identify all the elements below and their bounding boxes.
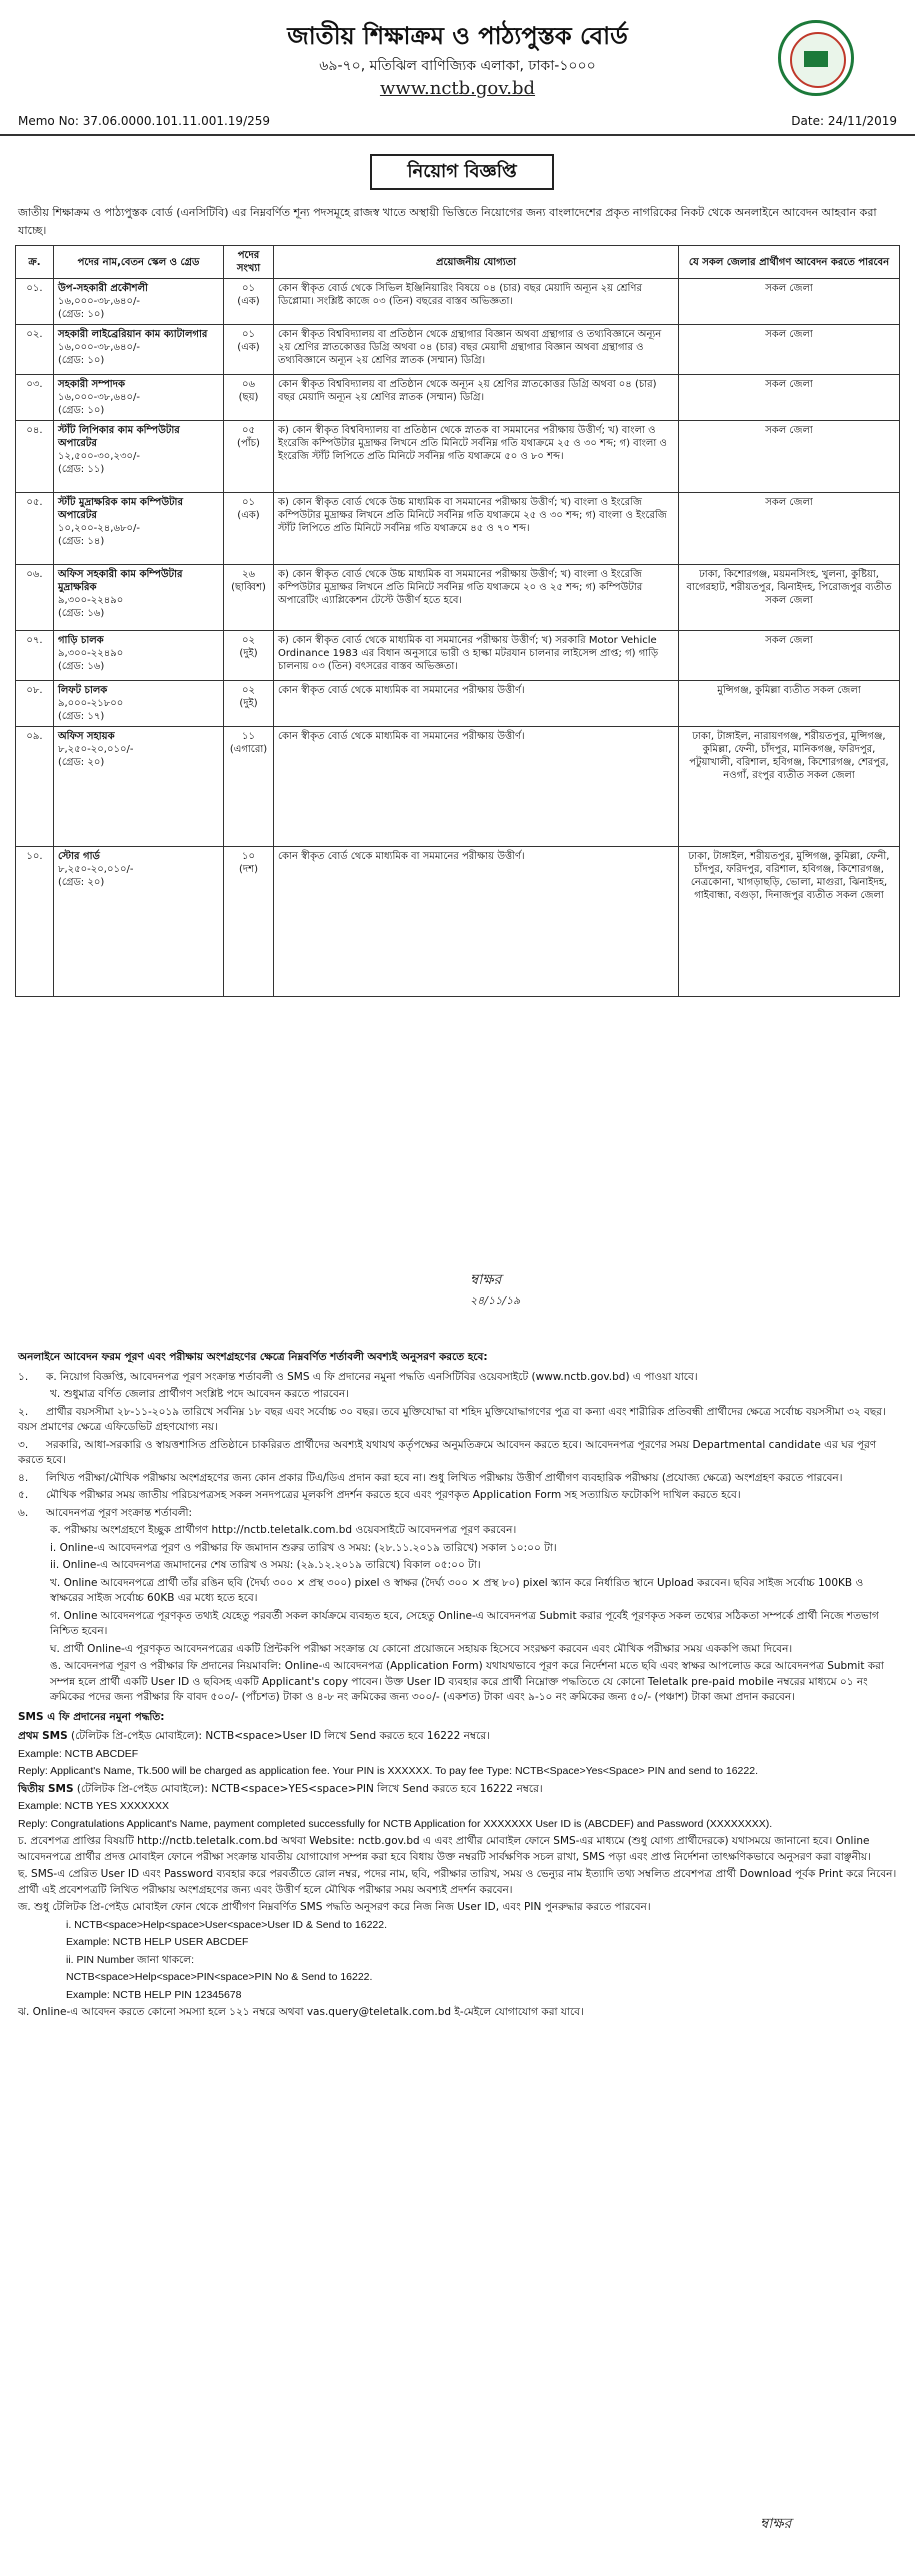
row-count	[224, 727, 274, 847]
row-serial: ০৩.	[16, 375, 54, 421]
row-districts: সকল জেলা	[679, 279, 900, 325]
post-count: ০১	[242, 329, 255, 340]
condition-item	[18, 1506, 898, 1522]
post-count-word: (দুই)	[239, 648, 258, 659]
row-post	[54, 421, 224, 493]
post-name: অফিস সহকারী কাম কম্পিউটার মুদ্রাক্ষরিক	[58, 569, 183, 593]
table-row	[16, 681, 900, 727]
post-count: ০২	[241, 635, 255, 646]
condition-number: ৩.	[18, 1438, 29, 1451]
org-name: জাতীয় শিক্ষাক্রম ও পাঠ্যপুস্তক বোর্ড	[287, 22, 628, 50]
col-header-post: পদের নাম,বেতন স্কেল ও গ্রেড	[54, 246, 224, 279]
condition-text: ii. Online-এ আবেদনপত্র জমাদানের শেষ তারিখ ও সময়: (২৯.১২.২০১৯ তারিখে) বিকাল ০৫:০০ টা।	[50, 1559, 481, 1571]
pay-grade: (গ্রেড: ১৭)	[58, 711, 105, 722]
table-row	[16, 325, 900, 375]
condition-text: ঘ. প্রার্থী Online-এ পূরণকৃত আবেদনপত্রের একটি প্রিন্টকপি পরীক্ষা সংক্রান্ত যে কোনো প্রয়োজনে সহায়ক হিসেবে সংরক্ষণ করবেন এবং মৌখিক পরীক্ষার সময় এককপি জমা দিবেন।	[50, 1642, 793, 1655]
table-row	[16, 279, 900, 325]
post-name: গাড়ি চালক	[58, 635, 104, 646]
row-districts: সকল জেলা	[679, 421, 900, 493]
condition-text: খ. Online আবেদনপত্রে প্রার্থী তাঁর রঙিন ছবি (দৈর্ঘ্য ৩০০ × প্রস্থ ৩০০) pixel ও স্বাক্ষর (দৈর্ঘ্য ৩০০ × প্রস্থ ৮০) pixel স্ক্যান করে নির্ধারিত স্থানে Upload করবেন। ছবির সাইজ সর্বোচ্চ 100KB ও স্বাক্ষরের সাইজ সর্বোচ্চ 60KB এর মধ্যে হতে হবে।	[50, 1576, 864, 1604]
condition-tail-item: ii. PIN Number জানা থাকলে:	[66, 1953, 195, 1966]
conditions-heading: অনলাইনে আবেদন ফরম পূরণ এবং পরীক্ষায় অংশগ্রহণের ক্ষেত্রে নিম্নবর্ণিত শর্তাবলী অবশ্যই অনুসরণ করতে হবে:	[18, 1351, 488, 1363]
sms2-reply: Reply: Congratulations Applicant's Name, payment completed successfully for NCTB Application for XXXXXXX User ID is (ABCDEF) and Password (XXXXXXXX).	[18, 1817, 773, 1830]
post-name: সহকারী লাইব্রেরিয়ান কাম ক্যাটালগার	[58, 329, 208, 340]
post-count-word: (ছয়)	[238, 392, 259, 403]
post-name: লিফট চালক	[58, 685, 108, 696]
row-count	[224, 631, 274, 681]
notice-intro: জাতীয় শিক্ষাক্রম ও পাঠ্যপুস্তক বোর্ড (এনসিটিবি) এর নিম্নবর্ণিত শূন্য পদসমূহে রাজস্ব খাতে অস্থায়ী ভিত্তিতে নিয়োগের জন্য বাংলাদেশের প্রকৃত নাগরিকের নিকট থেকে অনলাইনে আবেদন আহবান করা যাচ্ছে।	[18, 206, 877, 237]
post-count: ২৬	[241, 569, 255, 580]
conditions-section	[18, 1350, 898, 2023]
row-districts: সকল জেলা	[679, 375, 900, 421]
post-count: ০১	[242, 283, 255, 294]
row-districts: সকল জেলা	[679, 493, 900, 565]
letterhead	[0, 0, 915, 150]
row-qualification: কোন স্বীকৃত বোর্ড থেকে মাধ্যমিক বা সমমানের পরীক্ষায় উত্তীর্ণ।	[274, 681, 679, 727]
pay-scale: ৯,৩০০-২২৪৯০	[58, 595, 124, 606]
row-serial: ০৪.	[16, 421, 54, 493]
row-count	[224, 681, 274, 727]
row-districts: সকল জেলা	[679, 631, 900, 681]
row-post	[54, 631, 224, 681]
post-count-word: (পাঁচ)	[237, 438, 260, 449]
condition-number: ৬.	[18, 1506, 29, 1519]
header-divider	[0, 134, 915, 136]
post-count-word: (ছাব্বিশ)	[231, 582, 266, 593]
row-count	[224, 421, 274, 493]
post-count: ১১	[242, 731, 255, 742]
table-row	[16, 493, 900, 565]
row-qualification: ক) কোন স্বীকৃত বোর্ড থেকে উচ্চ মাধ্যমিক বা সমমানের পরীক্ষায় উত্তীর্ণ; খ) বাংলা ও ইংরেজি কম্পিউটার মুদ্রাক্ষর লিখনে প্রতি মিনিটে সর্বনিম্ন গতি যথাক্রমে ২০ ও ২৫ শব্দ; গ) কম্পিউটার অপারেটিং এ্যাপ্লিকেশন টেস্টে উত্তীর্ণ হতে হবে।	[274, 565, 679, 631]
row-post	[54, 681, 224, 727]
conditions-list	[18, 1370, 898, 1706]
sms1-reply: Reply: Applicant's Name, Tk.500 will be charged as application fee. Your PIN is XXXXXX. To pay fee Type: NCTB<Space>Yes<Space> PIN and send to 16222.	[18, 1765, 758, 1777]
sms1-example: Example: NCTB ABCDEF	[18, 1747, 139, 1760]
pay-scale: ১৬,০০০-৩৮,৬৪০/-	[58, 392, 140, 403]
post-name: উপ-সহকারী প্রকৌশলী	[58, 283, 148, 294]
post-count: ০১	[242, 497, 255, 508]
post-count: ০৫	[242, 425, 255, 436]
row-qualification: কোন স্বীকৃত বোর্ড থেকে মাধ্যমিক বা সমমানের পরীক্ষায় উত্তীর্ণ।	[274, 727, 679, 847]
pay-scale: ১০,২০০-২৪,৬৮০/-	[58, 523, 140, 534]
table-row	[16, 727, 900, 847]
pay-grade: (গ্রেড: ১০)	[58, 355, 105, 366]
post-count: ০২	[241, 685, 255, 696]
table-row	[16, 847, 900, 997]
notice-date: Date: 24/11/2019	[791, 114, 897, 128]
memo-number: Memo No: 37.06.0000.101.11.001.19/259	[18, 114, 271, 128]
pay-grade: (গ্রেড: ১০)	[58, 309, 105, 320]
table-row	[16, 421, 900, 493]
condition-item	[18, 1438, 898, 1469]
condition-text: ক. পরীক্ষায় অংশগ্রহণে ইচ্ছুক প্রার্থীগণ http://nctb.teletalk.com.bd ওয়েবসাইটে আবেদনপত্র পূরণ করবেন।	[50, 1524, 517, 1536]
pay-scale: ৮,২৫০-২০,০১০/-	[58, 744, 134, 755]
row-serial: ০৭.	[16, 631, 54, 681]
pay-grade: (গ্রেড: ১৬)	[58, 661, 105, 672]
row-serial: ০৫.	[16, 493, 54, 565]
condition-tail-item: NCTB<space>Help<space>PIN<space>PIN No & Send to 16222.	[66, 1971, 373, 1983]
col-header-qualification: প্রয়োজনীয় যোগ্যতা	[274, 246, 679, 279]
post-count: ১০	[242, 851, 255, 862]
row-serial: ১০.	[16, 847, 54, 997]
row-serial: ০৯.	[16, 727, 54, 847]
pay-grade: (গ্রেড: ২০)	[58, 877, 105, 888]
condition-number: ১.	[18, 1370, 29, 1383]
condition-item	[18, 1541, 898, 1557]
condition-number: ৫.	[18, 1489, 29, 1501]
post-name: সহকারী সম্পাদক	[58, 379, 125, 390]
row-count	[224, 847, 274, 997]
condition-text: i. Online-এ আবেদনপত্র পূরণ ও পরীক্ষার ফি জমাদান শুরুর তারিখ ও সময়: (২৮.১১.২০১৯ তারিখে) সকাল ১০:০০ টা।	[50, 1541, 557, 1554]
condition-text: প্রার্থীর বয়সসীমা ২৮-১১-২০১৯ তারিখে সর্বনিম্ন ১৮ বছর এবং সর্বোচ্চ ৩০ বছর। তবে মুক্তিযোদ্ধা বা শহিদ মুক্তিযোদ্ধাগণের পুত্র বা কন্যা এবং শারীরিক প্রতিবন্ধী প্রার্থীদের ক্ষেত্রে সর্বোচ্চ বয়সসীমা ৩২ বছর। বয়স প্রমাণের ক্ষেত্রে এফিডেভিট গ্রহণযোগ্য নয়।	[18, 1405, 886, 1433]
col-header-count: পদের সংখ্যা	[224, 246, 274, 279]
post-count: ০৬	[241, 379, 255, 390]
pay-scale: ৯,০০০-২১৮০০	[58, 698, 124, 709]
condition-tail-item: i. NCTB<space>Help<space>User<space>User ID & Send to 16222.	[66, 1918, 388, 1931]
condition-item	[18, 1523, 898, 1539]
pay-scale: ১৬,০০০-৩৮,৬৪০/-	[58, 342, 140, 353]
condition-text: ক. নিয়োগ বিজ্ঞপ্তি, আবেদনপত্র পূরণ সংক্রান্ত শর্তাবলী ও SMS এ ফি প্রদানের নমুনা পদ্ধতি এনসিটিবির ওয়েবসাইটে (www.nctb.gov.bd) এ পাওয়া যাবে।	[46, 1370, 698, 1383]
sms-heading: SMS এ ফি প্রদানের নমুনা পদ্ধতি:	[18, 1710, 165, 1723]
row-count	[224, 279, 274, 325]
condition-item	[18, 1488, 898, 1504]
condition-item	[18, 1642, 898, 1658]
post-name: স্টোর গার্ড	[58, 851, 100, 862]
row-districts: সকল জেলা	[679, 325, 900, 375]
pay-scale: ৯,৩০০-২২৪৯০	[58, 648, 124, 659]
row-qualification: ক) কোন স্বীকৃত বিশ্ববিদ্যালয় বা প্রতিষ্ঠান থেকে স্নাতক বা সমমানের পরীক্ষায় উত্তীর্ণ; খ) বাংলা ও ইংরেজি কম্পিউটার মুদ্রাক্ষর লিখনে প্রতি মিনিটে সর্বনিম্ন গতি যথাক্রমে ২৫ ও ৩০ শব্দ; গ) বাংলা ও ইংরেজি স্টাঁট লিপিতে প্রতি মিনিটে সর্বনিম্ন গতি যথাক্রমে ৫০ ও ৮০ শব্দ।	[274, 421, 679, 493]
row-districts: ঢাকা, কিশোরগঞ্জ, ময়মনসিংহ, খুলনা, কুষ্টিয়া, বাগেরহাট, শরীয়তপুর, ঝিনাইদহ, পিরোজপুর ব্যতীত সকল জেলা	[679, 565, 900, 631]
pay-scale: ১৬,০০০-৩৮,৬৪০/-	[58, 296, 140, 307]
post-count-word: (এক)	[237, 296, 260, 307]
sms2-example: Example: NCTB YES XXXXXXX	[18, 1800, 169, 1812]
condition-text: গ. Online আবেদনপত্রে পূরণকৃত তথ্যই যেহেতু পরবর্তী সকল কার্যক্রমে ব্যবহৃত হবে, সেহেতু Online-এ আবেদনপত্র Submit করার পূর্বেই পূরণকৃত সকল তথ্যের সঠিকতা সম্পর্কে প্রার্থী নিজে শতভাগ নিশ্চিত হবেন।	[50, 1609, 879, 1637]
row-post	[54, 375, 224, 421]
row-post	[54, 565, 224, 631]
row-post	[54, 325, 224, 375]
post-count-word: (এক)	[237, 342, 260, 353]
pay-grade: (গ্রেড: ১১)	[58, 464, 105, 475]
condition-text: আবেদনপত্র পূরণ সংক্রান্ত শর্তাবলী:	[46, 1506, 193, 1519]
row-count	[224, 325, 274, 375]
table-row	[16, 565, 900, 631]
row-post	[54, 279, 224, 325]
condition-item	[18, 1471, 898, 1487]
notice-title: নিয়োগ বিজ্ঞপ্তি	[370, 154, 554, 190]
row-districts: ঢাকা, টাঙ্গাইল, নারায়ণগঞ্জ, শরীয়তপুর, মুন্সিগঞ্জ, কুমিল্লা, ফেনী, চাঁদপুর, মানিকগঞ্জ, ফরিদপুর, পটুয়াখালী, বরিশাল, হবিগঞ্জ, কিশোরগঞ্জ, শেরপুর, নওগাঁ, রংপুর ব্যতীত সকল জেলা	[679, 727, 900, 847]
post-name: অফিস সহায়ক	[58, 731, 115, 742]
sms1-line: প্রথম SMS (টেলিটক প্রি-পেইড মোবাইলে): NCTB<space>User ID লিখে Send করতে হবে 16222 নম্বরে।	[18, 1730, 490, 1742]
condition-number: ৪.	[18, 1471, 29, 1484]
pay-scale: ৮,২৫০-২০,০১০/-	[58, 864, 134, 875]
row-serial: ০২.	[16, 325, 54, 375]
website-link[interactable]: www.nctb.gov.bd	[379, 78, 536, 99]
col-header-serial: ক্র.	[16, 246, 54, 279]
post-count-word: (এগারো)	[229, 744, 268, 755]
post-count-word: (দুই)	[239, 698, 258, 709]
condition-text: লিখিত পরীক্ষা/মৌখিক পরীক্ষায় অংশগ্রহণের জন্য কোন প্রকার টিএ/ডিএ প্রদান করা হবে না। শুধু লিখিত পরীক্ষায় উত্তীর্ণ প্রার্থীগণ ব্যবহারিক পরীক্ষায় (প্রযোজ্য ক্ষেত্রে) অংশগ্রহণ করতে পারবেন।	[46, 1471, 843, 1484]
row-serial: ০৬.	[16, 565, 54, 631]
row-qualification: ক) কোন স্বীকৃত বোর্ড থেকে মাধ্যমিক বা সমমানের পরীক্ষায় উত্তীর্ণ; খ) সরকারি Motor Vehicle Ordinance 1983 এর বিধান অনুসারে ভারী ও হাল্কা মটরযান চালনার লাইসেন্স প্রাপ্ত; গ) গাড়ি চালনায় ০৩ (তিন) বৎসরের বাস্তব অভিজ্ঞতা।	[274, 631, 679, 681]
condition-tail-item: ছ. SMS-এ প্রেরিত User ID এবং Password ব্যবহার করে পরবর্তীতে রোল নম্বর, পদের নাম, ছবি, পরীক্ষার তারিখ, সময় ও ভেন্যুর নাম ইত্যাদি তথ্য সম্বলিত প্রবেশপত্র প্রার্থী Download পূর্বক Print করে নিবেন। প্রার্থী এই প্রবেশপত্রটি লিখিত পরীক্ষায় অংশগ্রহণের জন্য এবং উত্তীর্ণ হলে মৌখিক পরীক্ষার সময় অবশ্যই প্রদর্শন করবেন।	[18, 1868, 897, 1896]
table-body	[16, 279, 900, 997]
pay-grade: (গ্রেড: ২০)	[58, 757, 105, 768]
row-post	[54, 847, 224, 997]
post-name: স্টাঁট মুদ্রাক্ষরিক কাম কম্পিউটার অপারেটর	[58, 497, 183, 521]
condition-tail-item: Example: NCTB HELP PIN 12345678	[66, 1988, 242, 2001]
footer-signature: ম্বাক্ষর	[760, 2516, 792, 2532]
condition-text: মৌখিক পরীক্ষার সময় জাতীয় পরিচয়পত্রসহ সকল সনদপত্রের মূলকপি প্রদর্শন করতে হবে এবং পূরণকৃত Application Form সহ সত্যায়িত ফটোকপি দাখিল করতে হবে।	[46, 1489, 741, 1501]
signature: ম্বাক্ষর ২৪/১১/১৯	[470, 1272, 521, 1307]
pay-scale: ১২,৫০০-৩০,২৩০/-	[58, 451, 140, 462]
pay-grade: (গ্রেড: ১০)	[58, 405, 105, 416]
row-serial: ০১.	[16, 279, 54, 325]
table-header-row	[16, 246, 900, 279]
condition-item	[18, 1405, 898, 1436]
row-districts: ঢাকা, টাঙ্গাইল, শরীয়তপুর, মুন্সিগঞ্জ, কুমিল্লা, ফেনী, চাঁদপুর, ফরিদপুর, বরিশাল, হবিগঞ্জ, কিশোরগঞ্জ, নেত্রকোনা, খাগড়াছড়ি, ভোলা, মাগুরা, ঝিনাইদহ, গাইবান্ধা, বগুড়া, দিনাজপুর ব্যতীত সকল জেলা	[679, 847, 900, 997]
pay-grade: (গ্রেড: ১৬)	[58, 608, 105, 619]
col-header-districts: যে সকল জেলার প্রার্থীগণ আবেদন করতে পারবেন	[679, 246, 900, 279]
row-qualification: কোন স্বীকৃত বোর্ড থেকে মাধ্যমিক বা সমমানের পরীক্ষায় উত্তীর্ণ।	[274, 847, 679, 997]
table-row	[16, 375, 900, 421]
condition-item	[18, 1576, 898, 1607]
nctb-seal-icon	[778, 20, 854, 96]
condition-tail-item: চ. প্রবেশপত্র প্রাপ্তির বিষয়টি http://nctb.teletalk.com.bd অথবা Website: nctb.gov.bd এ এবং প্রার্থীর মোবাইল ফোনে SMS-এর মাধ্যমে (শুধু যোগ্য প্রার্থীদেরকে) যথাসময়ে জানানো হবে। Online আবেদনপত্রে প্রার্থীর প্রদত্ত মোবাইল ফোনে পরীক্ষা সংক্রান্ত যাবতীয় যোগাযোগ সম্পন্ন করা হবে বিধায় উক্ত নম্বরটি সার্বক্ষণিক সচল রাখা, SMS পড়া এবং প্রাপ্ত নির্দেশনা তাৎক্ষণিকভাবে অনুসরণ করা বাঞ্ছনীয়।	[18, 1835, 871, 1863]
org-address: ৬৯-৭০, মতিঝিল বাণিজ্যিক এলাকা, ঢাকা-১০০০	[319, 58, 596, 74]
condition-item	[18, 1609, 898, 1640]
vacancy-table	[15, 245, 900, 997]
condition-number: ২.	[18, 1405, 29, 1418]
condition-text: খ. শুধুমাত্র বর্ণিত জেলার প্রার্থীগণ সংশ্লিষ্ট পদে আবেদন করতে পারবেন।	[50, 1388, 349, 1400]
row-qualification: ক) কোন স্বীকৃত বোর্ড থেকে উচ্চ মাধ্যমিক বা সমমানের পরীক্ষায় উত্তীর্ণ; খ) বাংলা ও ইংরেজি কম্পিউটার মুদ্রাক্ষর লিখনে প্রতি মিনিটে সর্বনিম্ন গতি যথাক্রমে ২৫ ও ৩০ শব্দ; গ) বাংলা ও ইংরেজি স্টাঁট লিপিতে প্রতি মিনিটে সর্বনিম্ন গতি যথাক্রমে ৪৫ ও ৭০ শব্দ।	[274, 493, 679, 565]
row-qualification: কোন স্বীকৃত বিশ্ববিদ্যালয় বা প্রতিষ্ঠান থেকে গ্রন্থাগার বিজ্ঞান অথবা গ্রন্থাগার ও তথ্যবিজ্ঞানে অন্যূন ২য় শ্রেণির স্নাতকোত্তর ডিগ্রি অথবা ০৪ (চার) বছর মেয়াদী গ্রন্থাগার বিজ্ঞান অথবা গ্রন্থাগার ও তথ্যবিজ্ঞানে অন্যূন ২য় শ্রেণির স্নাতক (সম্মান) ডিগ্রি।	[274, 325, 679, 375]
row-count	[224, 375, 274, 421]
condition-item	[18, 1659, 898, 1706]
condition-tail-item: Example: NCTB HELP USER ABCDEF	[66, 1936, 249, 1948]
row-post	[54, 493, 224, 565]
post-count-word: (দশ)	[239, 864, 258, 875]
row-qualification: কোন স্বীকৃত বোর্ড থেকে সিভিল ইঞ্জিনিয়ারিং বিষয়ে ০৪ (চার) বছর মেয়াদি অন্যূন ২য় শ্রেণির ডিপ্লোমা। সংশ্লিষ্ট কাজে ০৩ (তিন) বছরের বাস্তব অভিজ্ঞতা।	[274, 279, 679, 325]
row-count	[224, 565, 274, 631]
condition-item	[18, 1370, 898, 1386]
post-name: স্টাঁট লিপিকার কাম কম্পিউটার অপারেটর	[58, 425, 180, 449]
row-districts: মুন্সিগঞ্জ, কুমিল্লা ব্যতীত সকল জেলা	[679, 681, 900, 727]
pay-grade: (গ্রেড: ১৪)	[58, 536, 105, 547]
condition-item	[18, 1387, 898, 1403]
row-post	[54, 727, 224, 847]
sms2-line: দ্বিতীয় SMS (টেলিটক প্রি-পেইড মোবাইলে): NCTB<space>YES<space>PIN লিখে Send করতে হবে 16222 নম্বরে।	[18, 1782, 543, 1795]
table-row	[16, 631, 900, 681]
conditions-tail	[18, 1834, 898, 2021]
condition-text: ঙ. আবেদনপত্র পূরণ ও পরীক্ষার ফি প্রদানের নিয়মাবলি: Online-এ আবেদনপত্র (Application Form) যথাযথভাবে পূরণ করে নির্দেশনা মতে ছবি এবং স্বাক্ষর আপলোড করে আবেদনপত্র Submit করা সম্পন্ন হলে প্রার্থী একটি User ID ও ছবিসহ একটি Applicant's copy পাবেন। উক্ত User ID ব্যবহার করে প্রার্থী নিম্নোক্ত পদ্ধতিতে যে কোনো Teletalk pre-paid mobile নম্বরের মাধ্যমে ০১ নং ক্রমিকের পদের জন্য পরীক্ষার ফি বাবদ ৫০০/- (পাঁচশত) টাকা ও ৪-৮ নং ক্রমিকের জন্য ৩০০/- (একশত) টাকা এবং ৯-১০ নং ক্রমিকের জন্য ৫০/- (পঞ্চাশ) টাকা জমা প্রদান করবেন।	[50, 1660, 884, 1703]
row-count	[224, 493, 274, 565]
row-qualification: কোন স্বীকৃত বিশ্ববিদ্যালয় বা প্রতিষ্ঠান থেকে অন্যূন ২য় শ্রেণির স্নাতকোত্তর ডিগ্রি অথবা ০৪ (চার) বছর মেয়াদি অন্যূন ২য় শ্রেণির স্নাতক (সম্মান) ডিগ্রি।	[274, 375, 679, 421]
condition-tail-item: ঝ. Online-এ আবেদন করতে কোনো সমস্যা হলে ১২১ নম্বরে অথবা vas.query@teletalk.com.bd ই-মেইলে যোগাযোগ করা যাবে।	[18, 2006, 584, 2018]
condition-tail-item: জ. শুধু টেলিটক প্রি-পেইড মোবাইল ফোন থেকে প্রার্থীগণ নিম্নবর্ণিত SMS পদ্ধতি অনুসরণ করে নিজ নিজ User ID, এবং PIN পুনরুদ্ধার করতে পারবেন।	[18, 1901, 651, 1913]
row-serial: ০৮.	[16, 681, 54, 727]
condition-text: সরকারি, আধা-সরকারি ও স্বায়ত্তশাসিত প্রতিষ্ঠানে চাকরিরত প্রার্থীদের অবশ্যই যথাযথ কর্তৃপক্ষের অনুমতিক্রমে আবেদন করতে হবে। আবেদনপত্র পূরণের সময় Departmental candidate এর ঘর পূরণ করতে হবে।	[18, 1438, 877, 1466]
post-count-word: (এক)	[237, 510, 260, 521]
condition-item	[18, 1558, 898, 1574]
